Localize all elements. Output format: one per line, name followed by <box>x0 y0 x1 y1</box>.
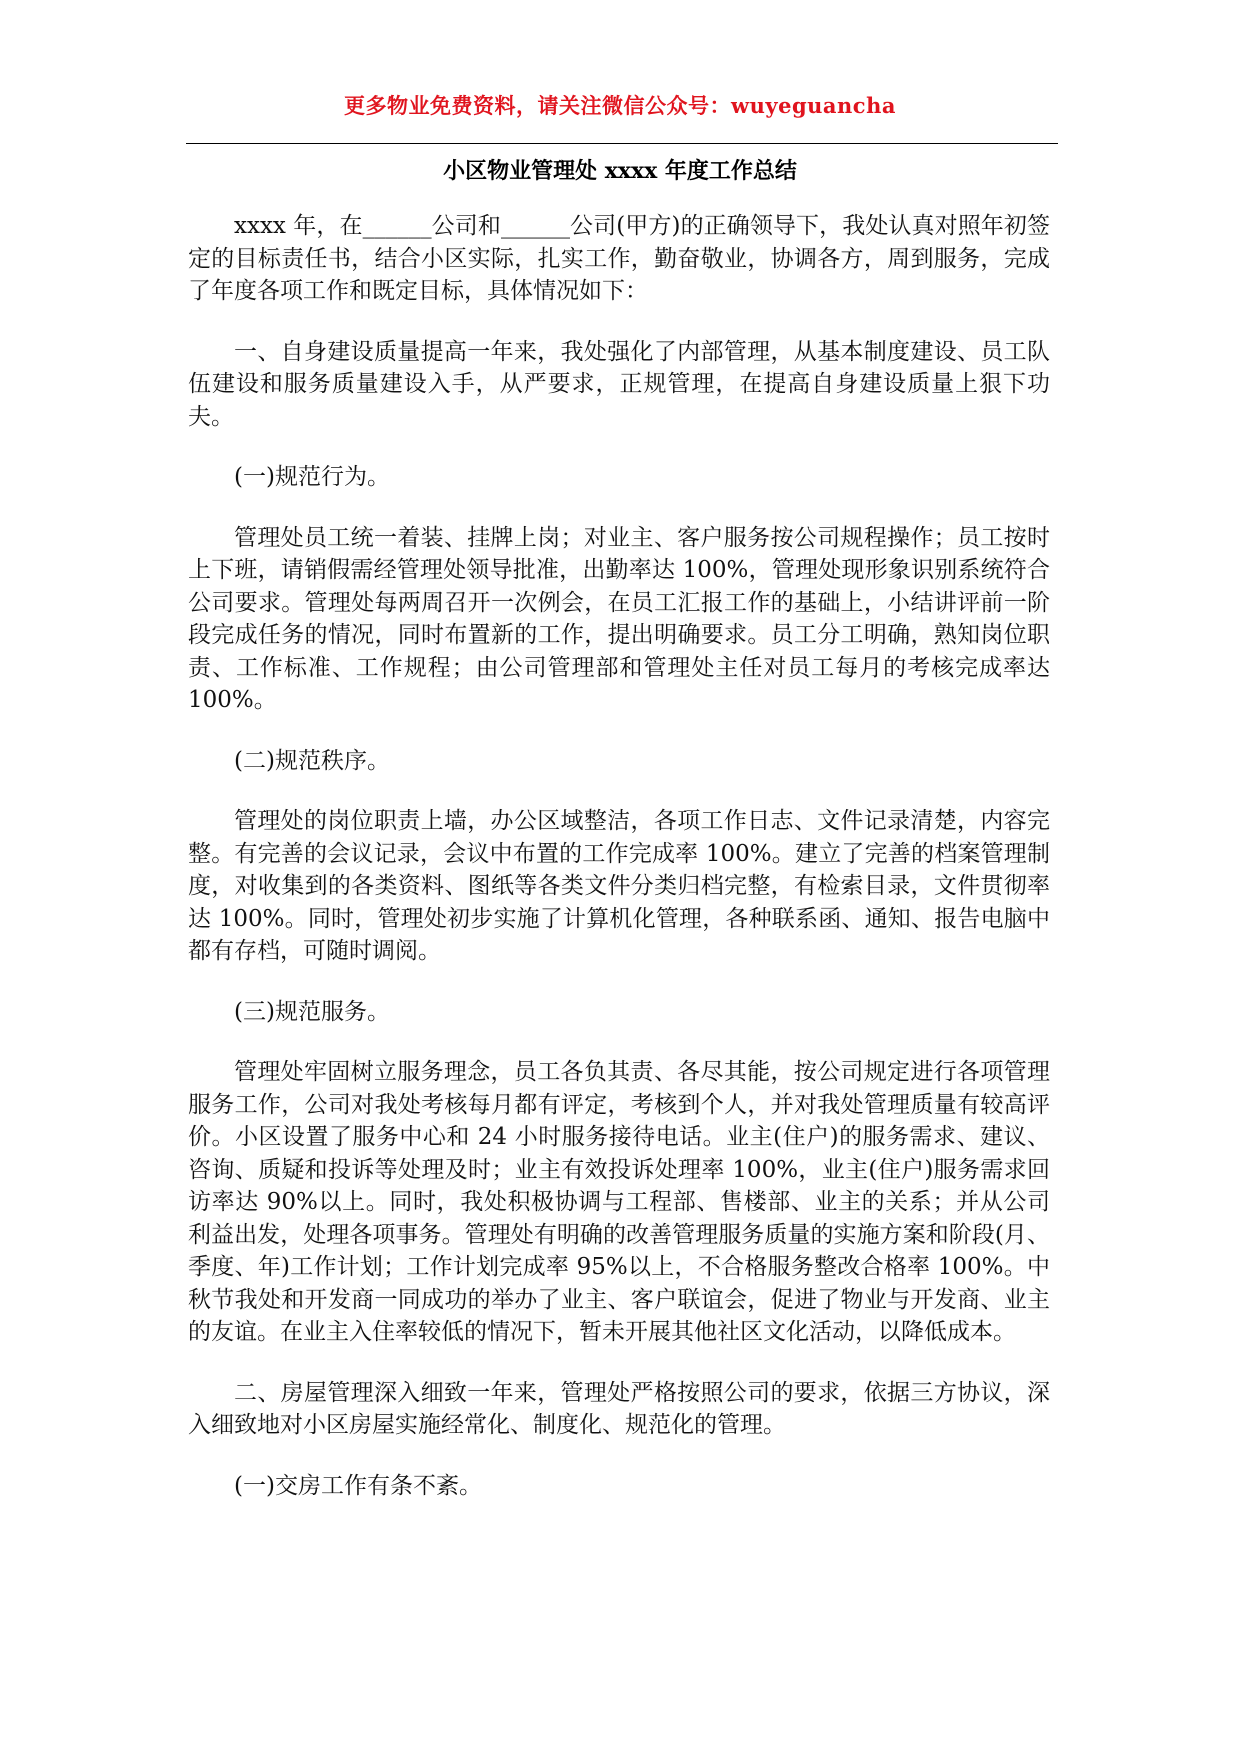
subsection-heading-behavior: (一)规范行为。 <box>234 464 390 490</box>
section-one-paragraph: 一、自身建设质量提高一年来，我处强化了内部管理，从基本制度建设、员工队伍建设和服务质量建设入手，从严要求，正规管理，在提高自身建设质量上狠下功夫。 <box>188 338 1050 430</box>
promo-header: 更多物业免费资料，请关注微信公众号：wuyeguancha <box>344 93 896 118</box>
behavior-paragraph: 管理处员工统一着装、挂牌上岗；对业主、客户服务按公司规程操作；员工按时上下班，请销假需经管理处领导批准，出勤率达 100%，管理处现形象识别系统符合公司要求。管理处每两周召开一次例会，在员工汇报工作的基础上，小结讲评前一阶段完成任务的情况，同时布置新的工作，提出明确要求。员工分工明确，熟知岗位职责、工作标准、工作规程；由公司管理部和管理处主任对员工每月的考核完成率达 100%。 <box>188 524 1050 713</box>
subsection-heading-service: (三)规范服务。 <box>234 998 390 1025</box>
document-title: 小区物业管理处 xxxx 年度工作总结 <box>443 158 797 184</box>
subsection-heading-order: (二)规范秩序。 <box>234 747 390 774</box>
service-paragraph: 管理处牢固树立服务理念，员工各负其责、各尽其能，按公司规定进行各项管理服务工作，公司对我处考核每月都有评定，考核到个人，并对我处管理质量有较高评价。小区设置了服务中心和 24 小时服务接待电话。业主(住户)的服务需求、建议、咨询、质疑和投诉等处理及时；业主有效投诉处理率 100%，业主(住户)服务需求回访率达 90%以上。同时，我处积极协调与工程部、售楼部、业主的关系；并从公司利益出发，处理各项事务。管理处有明确的改善管理服务质量的实施方案和阶段(月、季度、年)工作计划；工作计划完成率 95%以上，不合格服务整改合格率 100%。中秋节我处和开发商一同成功的举办了业主、客户联谊会，促进了物业与开发商、业主的友谊。在业主入住率较低的情况下，暂未开展其他社区文化活动，以降低成本。 <box>188 1059 1050 1345</box>
order-paragraph: 管理处的岗位职责上墙，办公区域整洁，各项工作日志、文件记录清楚，内容完整。有完善的会议记录，会议中布置的工作完成率 100%。建立了完善的档案管理制度，对收集到的各类资料、图纸等各类文件分类归档完整，有检索目录，文件贯彻率达 100%。同时，管理处初步实施了计算机化管理，各种联系函、通知、报告电脑中都有存档，可随时调阅。 <box>188 808 1050 964</box>
document-body <box>188 210 1050 1530</box>
header-divider <box>186 143 1058 144</box>
subsection-heading-handover: (一)交房工作有条不紊。 <box>234 1472 482 1499</box>
intro-paragraph: xxxx 年，在______公司和______公司(甲方)的正确领导下，我处认真对照年初签定的目标责任书，结合小区实际，扎实工作，勤奋敬业，协调各方，周到服务，完成了年度各项工作和既定目标，具体情况如下： <box>188 213 1050 304</box>
section-two-paragraph: 二、房屋管理深入细致一年来，管理处严格按照公司的要求，依据三方协议，深入细致地对小区房屋实施经常化、制度化、规范化的管理。 <box>188 1379 1050 1438</box>
